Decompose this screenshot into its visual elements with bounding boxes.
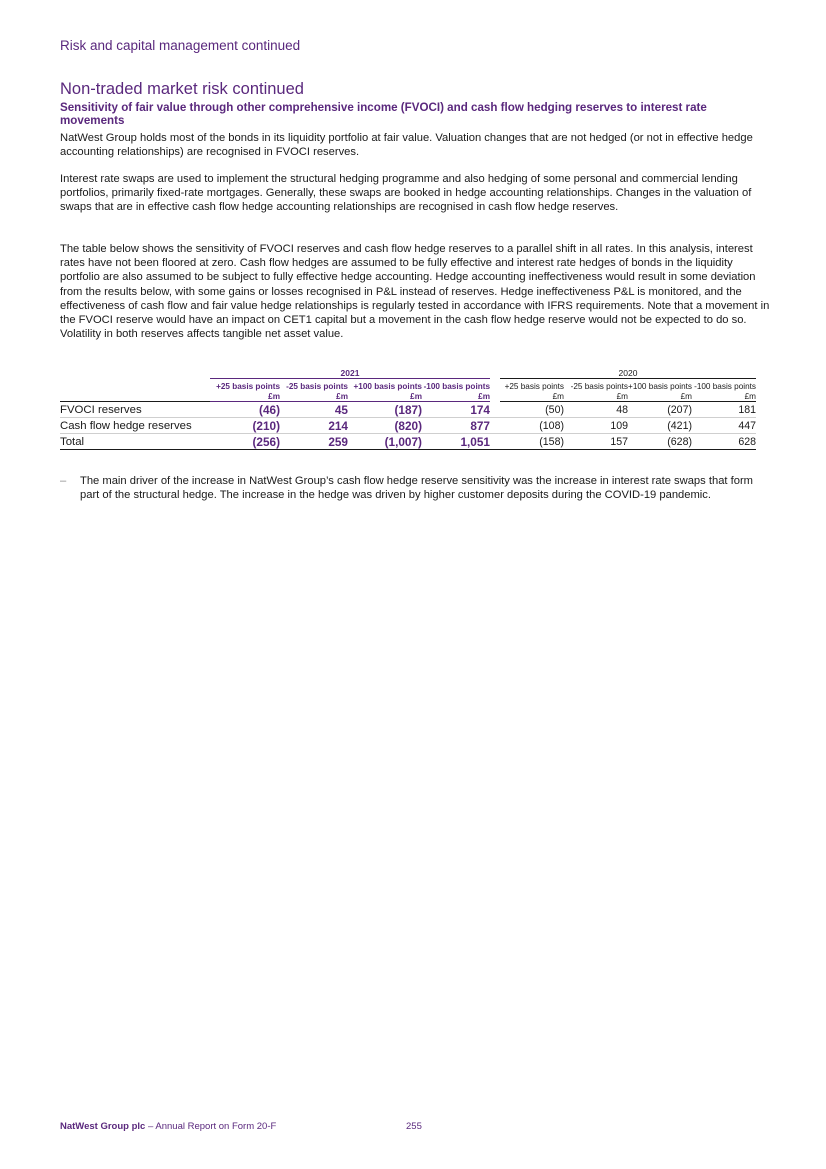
paragraph-bonds: NatWest Group holds most of the bonds in its liquidity portfolio at fair value. Valuation changes that are not hedged (or not in effective hedge accounting relationships) are recognised in FVOCI reserves. <box>60 132 753 159</box>
table-cell: 109 <box>564 418 628 434</box>
paragraph-sensitivity: The table below shows the sensitivity of FVOCI reserves and cash flow hedge reserves to a parallel shift in all rates. In this analysis, interest rates have not been floored at zero. Cash flow hedges are assumed to be fully effective and interest rate hedges of bonds in the liquidity portfolio are also assumed to be subject to fully effective hedge accounting. Hedge accounting ineffectiveness would result in some deviation from the results below, with some gains or losses recognised in P&L instead of reserves. Hedge ineffectiveness P&L is monitored, and the effectiveness of cash flow and fair value hedge relationships is regularly tested in accordance with IFRS requirements. Note that a movement in the FVOCI reserve would have an impact on CET1 capital but a movement in the cash flow hedge reserve would not be expected to do so. Volatility in both reserves affects tangible net asset value. <box>60 243 770 341</box>
table-cell: (158) <box>500 434 564 450</box>
col-header-2020-minus25: -25 basis points £m <box>564 379 628 402</box>
col-header-2021-minus25: -25 basis points £m <box>280 379 348 402</box>
footer-separator: – <box>145 1121 156 1132</box>
table-row <box>60 418 756 434</box>
table-cell: 181 <box>692 402 756 418</box>
bullet-dash-icon: – <box>60 475 67 487</box>
table-cell: 1,051 <box>422 434 490 450</box>
col-header-2020-minus100: -100 basis points £m <box>692 379 756 402</box>
table-cell: 45 <box>280 402 348 418</box>
row-label: FVOCI reserves <box>60 402 210 418</box>
col-header-2021-plus100: +100 basis points £m <box>348 379 422 402</box>
page-footer <box>60 1121 422 1132</box>
col-header-2020-plus100: +100 basis points £m <box>628 379 692 402</box>
bullet-note <box>60 474 770 502</box>
table-cell: 157 <box>564 434 628 450</box>
paragraph-swaps: Interest rate swaps are used to implement the structural hedging programme and also hedging of some personal and commercial lending portfolios, primarily fixed-rate mortgages. Generally, these swaps are booked in hedge accounting relationships. Changes in the valuation of swaps that are in effective cash flow hedge accounting relationships are recognised in cash flow hedge reserves. <box>60 173 752 214</box>
table-cell: (50) <box>500 402 564 418</box>
subsection-title: Sensitivity of fair value through other comprehensive income (FVOCI) and cash flow hedging reserves to interest rate movements <box>60 101 707 127</box>
table-cell: (628) <box>628 434 692 450</box>
page-number: 255 <box>406 1121 422 1132</box>
col-header-2021-minus100: -100 basis points £m <box>422 379 490 402</box>
table-row-total <box>60 434 756 450</box>
col-header-2021-plus25: +25 basis points £m <box>210 379 280 402</box>
table-cell: 259 <box>280 434 348 450</box>
row-label: Total <box>60 434 210 450</box>
footer-document: Annual Report on Form 20-F <box>155 1121 277 1132</box>
table-cell: (820) <box>348 418 422 434</box>
table-cell: (421) <box>628 418 692 434</box>
section-title: Non-traded market risk continued <box>60 80 304 98</box>
table-cell: (210) <box>210 418 280 434</box>
table-row <box>60 402 756 418</box>
year-2021-header: 2021 <box>210 368 490 379</box>
table-cell: 48 <box>564 402 628 418</box>
table-cell: 447 <box>692 418 756 434</box>
table-cell: (1,007) <box>348 434 422 450</box>
sensitivity-table <box>60 368 756 450</box>
table-cell: 628 <box>692 434 756 450</box>
table-cell: 214 <box>280 418 348 434</box>
table-cell: 877 <box>422 418 490 434</box>
table-cell: (256) <box>210 434 280 450</box>
bullet-text: The main driver of the increase in NatWest Group’s cash flow hedge reserve sensitivity was the increase in interest rate swaps that form part of the structural hedge. The increase in the hedge was driven by higher customer deposits during the COVID-19 pandemic. <box>80 475 754 502</box>
table-cell: 174 <box>422 402 490 418</box>
table-cell: (108) <box>500 418 564 434</box>
table-cell: (187) <box>348 402 422 418</box>
table-cell: (46) <box>210 402 280 418</box>
year-2020-header: 2020 <box>500 368 756 379</box>
col-header-2020-plus25: +25 basis points £m <box>500 379 564 402</box>
row-label: Cash flow hedge reserves <box>60 418 210 434</box>
table-cell: (207) <box>628 402 692 418</box>
page-header: Risk and capital management continued <box>60 38 301 53</box>
footer-company: NatWest Group plc <box>60 1121 146 1132</box>
